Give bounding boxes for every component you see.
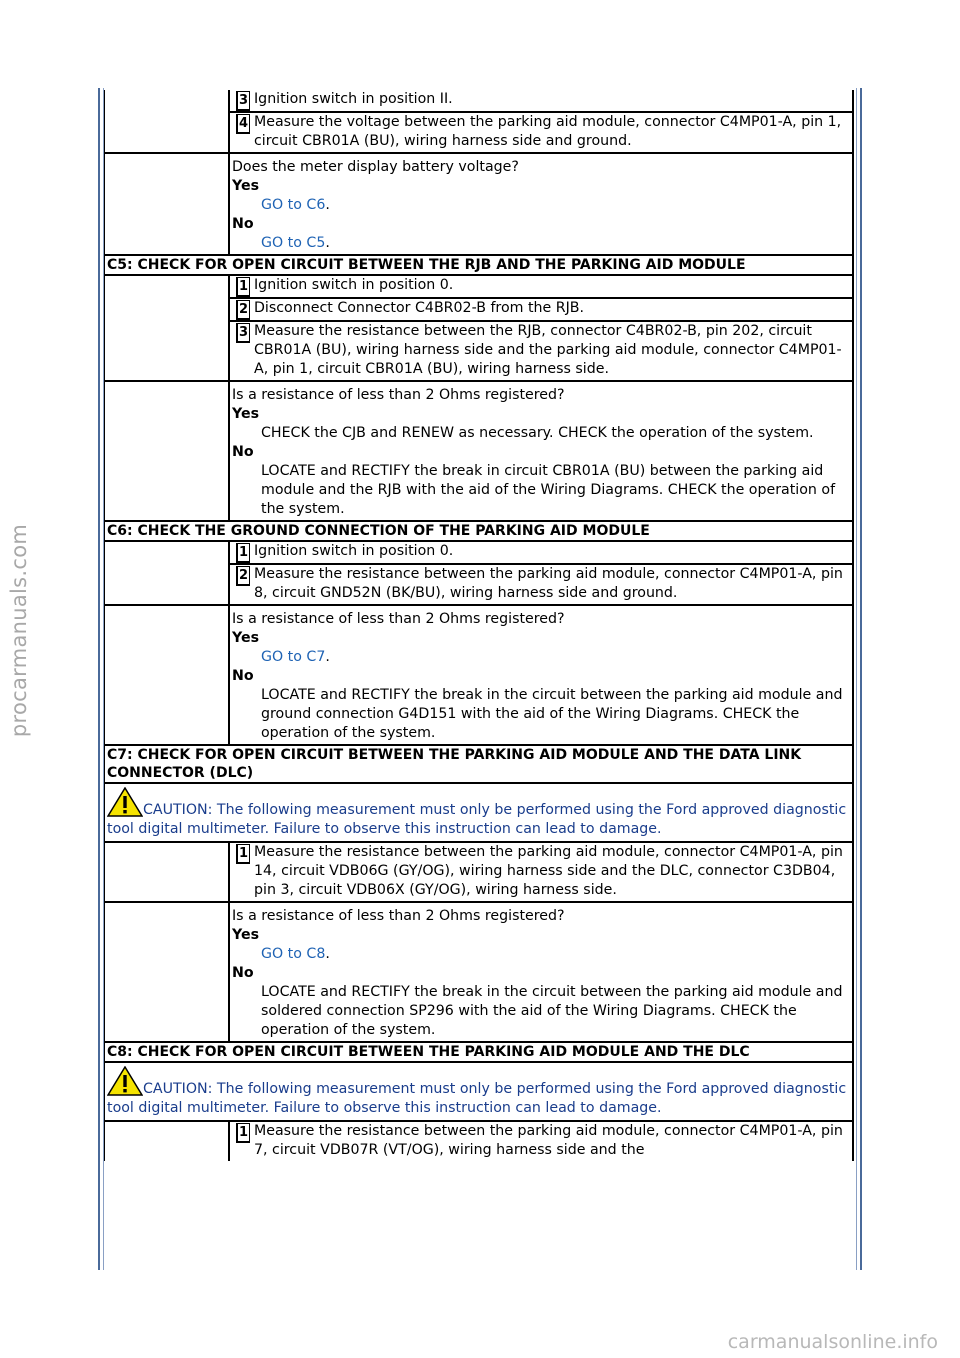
- step-number: 3: [236, 91, 250, 111]
- caution-text: CAUTION: The following measurement must only be performed using the Ford approved diagnostic tool digital multimeter. Failure to observe this instruction can lead to damage.: [107, 1081, 847, 1116]
- yes-action: CHECK the CJB and RENEW as necessary. CHECK the operation of the system.: [261, 425, 814, 441]
- no-label: No: [232, 668, 254, 684]
- c5-result-row: [105, 382, 852, 522]
- question: Does the meter display battery voltage?: [232, 159, 519, 175]
- c6-result-row: Is a resistance of less than 2 Ohms registered? Yes GO to C7. No LOCATE and RECTIFY the break in the circuit between the parking aid module and ground connection G4D151 with the aid of the Wiring Diagrams. CHECK the operation of the system.: [105, 606, 852, 746]
- no-label: No: [232, 965, 254, 981]
- step-text: Ignition switch in position 0.: [254, 543, 454, 559]
- step: [230, 299, 852, 322]
- no-action: LOCATE and RECTIFY the break in the circuit between the parking aid module and ground connection G4D151 with the aid of the Wiring Diagrams. CHECK the operation of the system.: [261, 687, 843, 741]
- step: [230, 565, 852, 604]
- goto-link[interactable]: GO to C5: [261, 235, 326, 251]
- c4-steps-row: [105, 90, 852, 154]
- step-text: Measure the resistance between the RJB, connector C4BR02-B, pin 202, circuit CBR01A (BU), wiring harness side and the parking aid module, connector C4MP01-A, pin 1, circuit CBR01A (BU), wiring harness side.: [254, 323, 842, 377]
- step: [230, 1122, 852, 1161]
- goto-link[interactable]: GO to C7: [261, 649, 326, 665]
- question: Is a resistance of less than 2 Ohms registered?: [232, 611, 565, 627]
- section-header-c8: C8: CHECK FOR OPEN CIRCUIT BETWEEN THE PARKING AID MODULE AND THE DLC: [105, 1043, 852, 1063]
- step-text: Ignition switch in position II.: [254, 91, 453, 107]
- c7-result-row: Is a resistance of less than 2 Ohms registered? Yes GO to C8. No LOCATE and RECTIFY the break in the circuit between the parking aid module and soldered connection SP296 with the aid of the Wiring Diagrams. CHECK the operation of the system.: [105, 903, 852, 1043]
- c7-steps-row: [105, 843, 852, 903]
- yes-label: Yes: [232, 630, 260, 646]
- c4-result-row: Does the meter display battery voltage? Yes GO to C6. No GO to C5.: [105, 154, 852, 256]
- step: [230, 113, 852, 152]
- no-label: No: [232, 444, 254, 460]
- yes-label: Yes: [232, 927, 260, 943]
- section-header-c6: C6: CHECK THE GROUND CONNECTION OF THE PARKING AID MODULE: [105, 522, 852, 542]
- yes-label: Yes: [232, 406, 260, 422]
- step: [230, 276, 852, 299]
- goto-link[interactable]: GO to C6: [261, 197, 326, 213]
- no-action: LOCATE and RECTIFY the break in circuit CBR01A (BU) between the parking aid module and the RJB with the aid of the Wiring Diagrams. CHECK the operation of the system.: [261, 463, 836, 517]
- warning-icon: [107, 787, 143, 817]
- step-number: 2: [236, 566, 250, 586]
- step-number: 3: [236, 323, 250, 343]
- question: Is a resistance of less than 2 Ohms registered?: [232, 908, 565, 924]
- step: [230, 843, 852, 901]
- section-header-c7: C7: CHECK FOR OPEN CIRCUIT BETWEEN THE PARKING AID MODULE AND THE DATA LINK CONNECTOR (DLC): [105, 746, 852, 784]
- step-number: 1: [236, 1123, 250, 1143]
- c8-steps-row: [105, 1122, 852, 1161]
- step-text: Disconnect Connector C4BR02-B from the RJB.: [254, 300, 585, 316]
- caution-note: [105, 784, 852, 843]
- step: [230, 90, 852, 113]
- step-number: 1: [236, 844, 250, 864]
- step-number: 1: [236, 543, 250, 563]
- step-text: Ignition switch in position 0.: [254, 277, 454, 293]
- warning-icon: [107, 1066, 143, 1096]
- step: [230, 322, 852, 380]
- caution-note: [105, 1063, 852, 1122]
- section-header-c5: C5: CHECK FOR OPEN CIRCUIT BETWEEN THE RJB AND THE PARKING AID MODULE: [105, 256, 852, 276]
- step-text: Measure the resistance between the parking aid module, connector C4MP01-A, pin 7, circuit VDB07R (VT/OG), wiring harness side and the: [254, 1123, 843, 1158]
- no-action: LOCATE and RECTIFY the break in the circuit between the parking aid module and soldered connection SP296 with the aid of the Wiring Diagrams. CHECK the operation of the system.: [261, 984, 843, 1038]
- diagnostic-table: [104, 90, 854, 1161]
- side-watermark: procarmanuals.com: [7, 523, 32, 737]
- step-number: 4: [236, 114, 250, 134]
- yes-label: Yes: [232, 178, 260, 194]
- question: Is a resistance of less than 2 Ohms registered?: [232, 387, 565, 403]
- goto-link[interactable]: GO to C8: [261, 946, 326, 962]
- no-label: No: [232, 216, 254, 232]
- bottom-watermark: carmanualsonline.info: [727, 1331, 938, 1353]
- step: [230, 542, 852, 565]
- c5-steps-row: [105, 276, 852, 382]
- step-text: Measure the resistance between the parking aid module, connector C4MP01-A, pin 8, circuit GND52N (BK/BU), wiring harness side and ground.: [254, 566, 843, 601]
- step-text: Measure the voltage between the parking aid module, connector C4MP01-A, pin 1, circuit CBR01A (BU), wiring harness side and ground.: [254, 114, 842, 149]
- step-number: 1: [236, 277, 250, 297]
- caution-text: CAUTION: The following measurement must only be performed using the Ford approved diagnostic tool digital multimeter. Failure to observe this instruction can lead to damage.: [107, 802, 847, 837]
- c6-steps-row: [105, 542, 852, 606]
- step-number: 2: [236, 300, 250, 320]
- step-text: Measure the resistance between the parking aid module, connector C4MP01-A, pin 14, circuit VDB06G (GY/OG), wiring harness side and the DLC, connector C3DB04, pin 3, circuit VDB06X (GY/OG), wiring harness side.: [254, 844, 843, 898]
